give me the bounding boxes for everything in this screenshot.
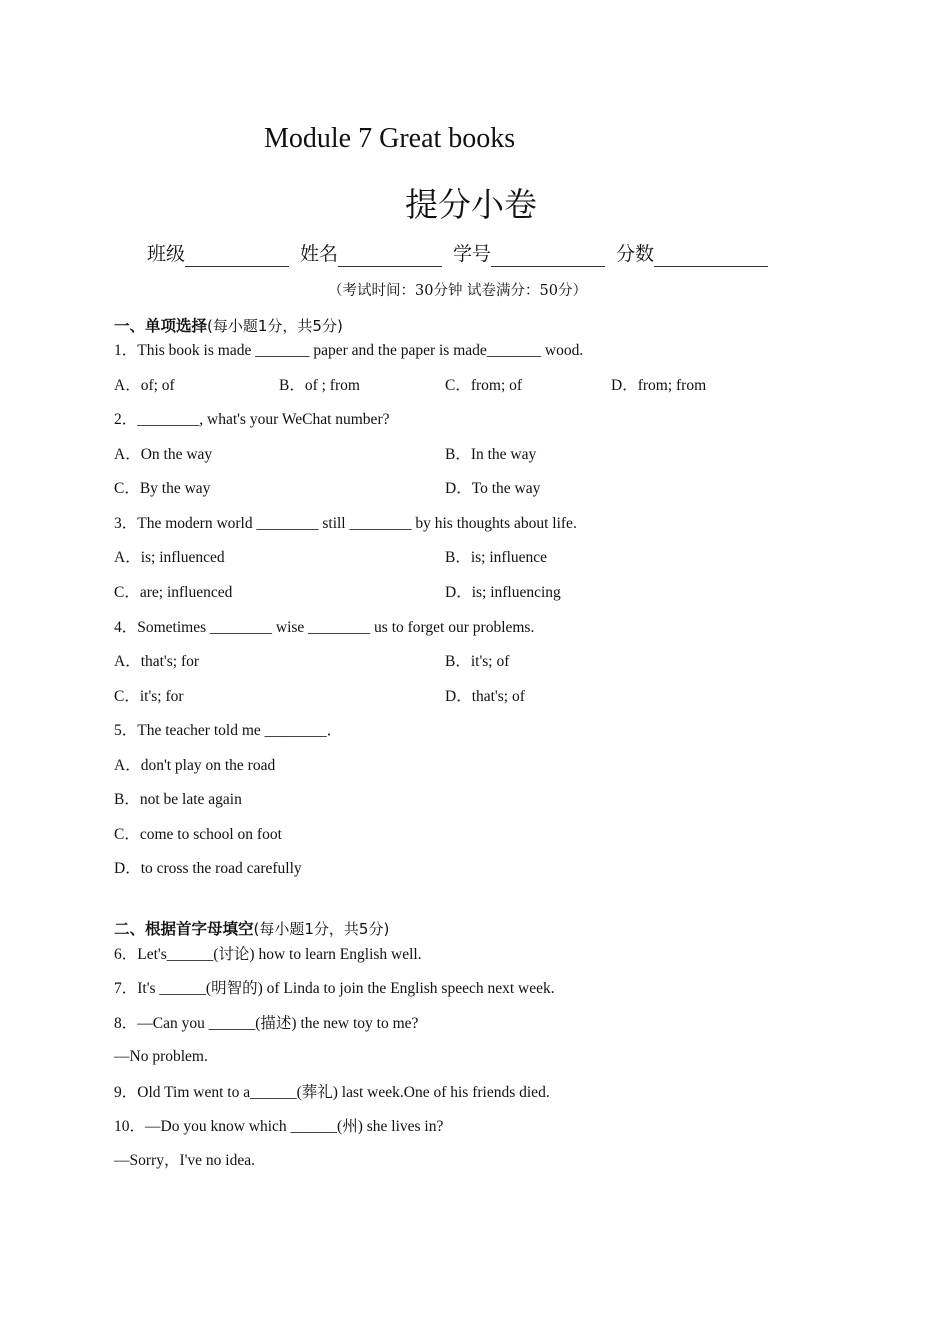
option-4b: B．it's; of	[445, 653, 510, 670]
option-2b: B．In the way	[445, 446, 537, 463]
section-2-heading	[114, 918, 389, 941]
option-2a: A．On the way	[114, 446, 213, 463]
field-label: 分数	[616, 243, 655, 265]
question-2: 2．________, what's your WeChat number?	[114, 411, 390, 428]
page-subtitle: 提分小卷	[405, 185, 537, 224]
fill-hint: 讨论	[218, 945, 250, 963]
fill-hint: 州	[342, 1117, 358, 1135]
fill-question-8	[114, 1013, 418, 1034]
option-4d: D．that's; of	[445, 688, 525, 705]
section-heading-text: 一、单项选择	[114, 317, 208, 335]
field-blank	[654, 248, 768, 267]
field-class	[147, 241, 289, 267]
question-5: 5．The teacher told me ________．	[114, 722, 343, 739]
option-5a: A．don't play on the road	[114, 757, 276, 774]
option-4a: A．that's; for	[114, 653, 200, 670]
fill-text: 6．Let's______(	[114, 946, 219, 963]
fill-text: 10．—Do you know which ______(	[114, 1118, 343, 1135]
fill-text: ) the new toy to me?	[291, 1015, 419, 1032]
fill-text: ) she lives in?	[357, 1118, 444, 1135]
field-label: 学号	[453, 243, 492, 265]
fill-text: ) how to learn English well.	[249, 946, 422, 963]
fill-text: 9．Old Tim went to a______(	[114, 1084, 302, 1101]
question-3: 3．The modern world ________ still ________ by his thoughts about life.	[114, 515, 577, 532]
fill-text: ) of Linda to join the English speech next week.	[257, 980, 555, 997]
field-label: 班级	[147, 243, 186, 265]
fill-answer-8: —No problem.	[114, 1048, 208, 1065]
option-5d: D．to cross the road carefully	[114, 860, 302, 877]
section-points: (每小题1分，共5分)	[253, 920, 390, 938]
option-3c: C．are; influenced	[114, 584, 233, 601]
fill-question-9	[114, 1082, 550, 1103]
field-blank	[338, 248, 442, 267]
field-score	[616, 241, 768, 267]
page-title: Module 7 Great books	[264, 123, 516, 154]
field-label: 姓名	[300, 243, 339, 265]
option-5b: B．not be late again	[114, 791, 242, 808]
fill-hint: 葬礼	[301, 1083, 333, 1101]
option-5c: C．come to school on foot	[114, 826, 282, 843]
fill-question-7	[114, 978, 555, 999]
section-points: (每小题1分，共5分)	[207, 317, 343, 335]
option-4c: C．it's; for	[114, 688, 184, 705]
fill-text: 7．It's ______(	[114, 980, 212, 997]
question-4: 4．Sometimes ________ wise ________ us to forget our problems.	[114, 619, 535, 636]
option-1a: A．of; of	[114, 377, 175, 394]
field-blank	[491, 248, 605, 267]
option-2c: C．By the way	[114, 480, 211, 497]
option-1b: B．of ; from	[279, 377, 360, 394]
section-heading-text: 二、根据首字母填空	[114, 920, 254, 938]
section-1-heading	[114, 315, 343, 338]
question-1: 1．This book is made _______ paper and the paper is made_______ wood.	[114, 342, 584, 359]
field-number	[453, 241, 605, 267]
field-blank	[185, 248, 289, 267]
fill-hint: 描述	[260, 1014, 292, 1032]
option-1c: C．from; of	[445, 377, 523, 394]
option-2d: D．To the way	[445, 480, 541, 497]
fill-answer-10: —Sorry，I've no idea.	[114, 1152, 255, 1169]
fill-text: 8．—Can you ______(	[114, 1015, 261, 1032]
field-name	[300, 241, 442, 267]
fill-hint: 明智的	[211, 979, 258, 997]
option-1d: D．from; from	[611, 377, 707, 394]
option-3d: D．is; influencing	[445, 584, 561, 601]
fill-question-10	[114, 1116, 443, 1137]
option-3a: A．is; influenced	[114, 549, 225, 566]
option-3b: B．is; influence	[445, 549, 548, 566]
exam-note: （考试时间：30分钟 试卷满分：50分）	[328, 283, 588, 299]
fill-question-6	[114, 944, 422, 965]
fill-text: ) last week.One of his friends died.	[332, 1084, 550, 1101]
